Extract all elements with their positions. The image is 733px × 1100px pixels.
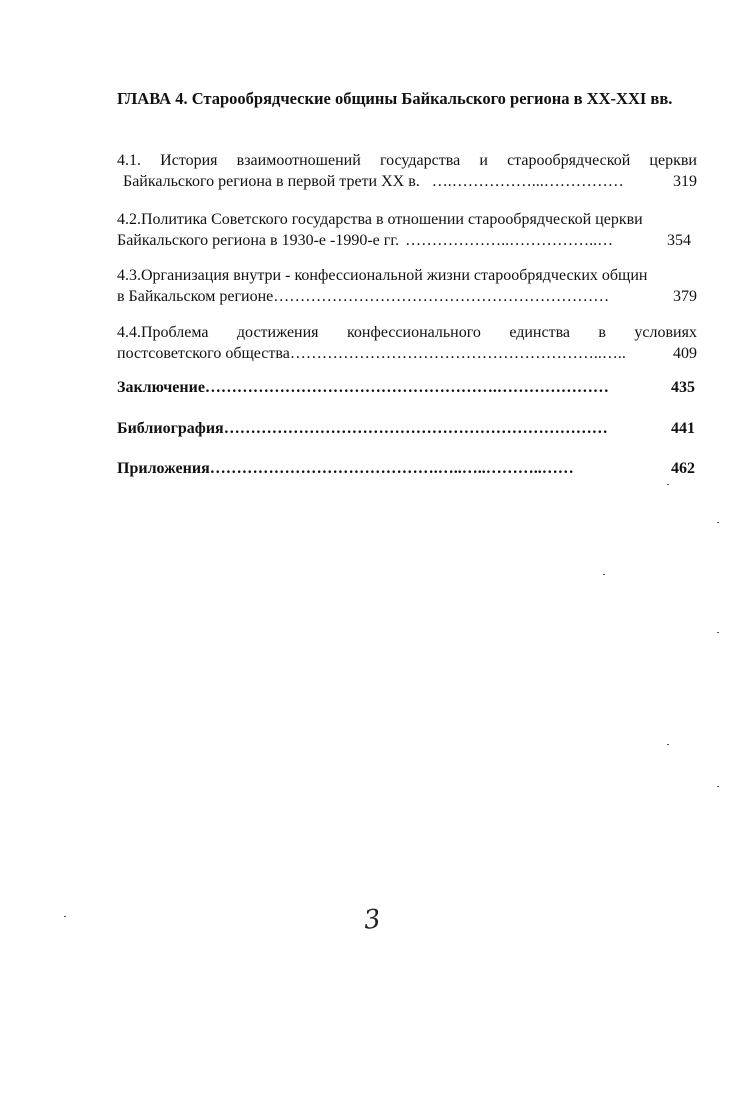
word: церкви: [649, 152, 697, 169]
toc-entry-text: Байкальского региона в 1930-е -1990-е гг.: [117, 232, 400, 249]
word: и: [479, 152, 488, 169]
word: 4.4.Проблема: [117, 324, 209, 341]
toc-entry-4-3[interactable]: [117, 265, 697, 307]
toc-entry-text: постсоветского общества: [117, 345, 290, 362]
scan-speck: [64, 916, 66, 917]
toc-entry-text: Заключение: [117, 379, 205, 396]
word: старообрядческой: [507, 152, 631, 169]
toc-entry-line: [117, 171, 697, 192]
word: взаимоотношений: [236, 152, 361, 169]
handwritten-page-number: 3: [362, 904, 383, 936]
toc-entry-4-1[interactable]: [117, 150, 697, 192]
dot-leader: ………………………………………………………: [273, 288, 610, 305]
toc-page-number: 435: [671, 379, 695, 396]
scan-speck: [717, 632, 719, 633]
dot-leader: ….……………...……………: [431, 173, 624, 190]
toc-entry-appendices[interactable]: [117, 458, 695, 479]
toc-entry-4-4[interactable]: [117, 322, 697, 364]
word: в: [598, 324, 606, 341]
toc-page-number: 441: [671, 420, 695, 437]
toc-entry-line: 4.3.Организация внутри - конфессиональной жизни старообрядческих общин: [117, 267, 648, 284]
toc-entry-line: [117, 322, 697, 343]
word: конфессионального: [346, 324, 481, 341]
toc-page-number: 379: [673, 288, 697, 305]
word: История: [160, 152, 218, 169]
toc-page-number: 462: [671, 460, 695, 477]
toc-entry-bibliography[interactable]: [117, 418, 695, 439]
word: государства: [379, 152, 461, 169]
toc-entry-text: Приложения: [117, 460, 210, 477]
scan-speck: [717, 786, 719, 787]
toc-entry-line: [117, 286, 697, 307]
word: 4.1.: [117, 152, 141, 169]
dot-leader: …………………………………….…..…..………..……: [209, 460, 574, 477]
dot-leader: ………………..……………..…: [405, 232, 614, 249]
word: достижения: [236, 324, 319, 341]
toc-entry-4-2[interactable]: [117, 209, 697, 251]
toc-entry-text: Байкальского региона в первой трети XX в.: [123, 173, 420, 190]
dot-leader: …………………………………………………..…..: [289, 345, 626, 362]
toc-entry-text: Библиография: [117, 420, 224, 437]
toc-entry-line: [117, 150, 697, 171]
chapter-title: ГЛАВА 4. Старообрядческие общины Байкальского региона в XX-XXI вв.: [117, 89, 673, 108]
toc-entry-line: [117, 343, 697, 364]
toc-page-number: 354: [667, 232, 691, 249]
toc-entry-line: [117, 230, 697, 251]
toc-entry-line: 4.2.Политика Советского государства в отношении старообрядческой церкви: [117, 211, 643, 228]
toc-entry-conclusion[interactable]: [117, 377, 695, 398]
scan-speck: [603, 574, 605, 575]
word: условиях: [634, 324, 697, 341]
dot-leader: ………………………………………………………………: [223, 420, 608, 437]
toc-page-number: 319: [673, 173, 697, 190]
toc-entry-text: в Байкальском регионе: [117, 288, 274, 305]
scan-speck: [667, 744, 669, 745]
toc-page-number: 409: [673, 345, 697, 362]
word: единства: [509, 324, 571, 341]
dot-leader: ……………………………………………….…………………: [204, 379, 609, 396]
scan-speck: [667, 484, 669, 485]
scan-speck: [717, 522, 719, 523]
